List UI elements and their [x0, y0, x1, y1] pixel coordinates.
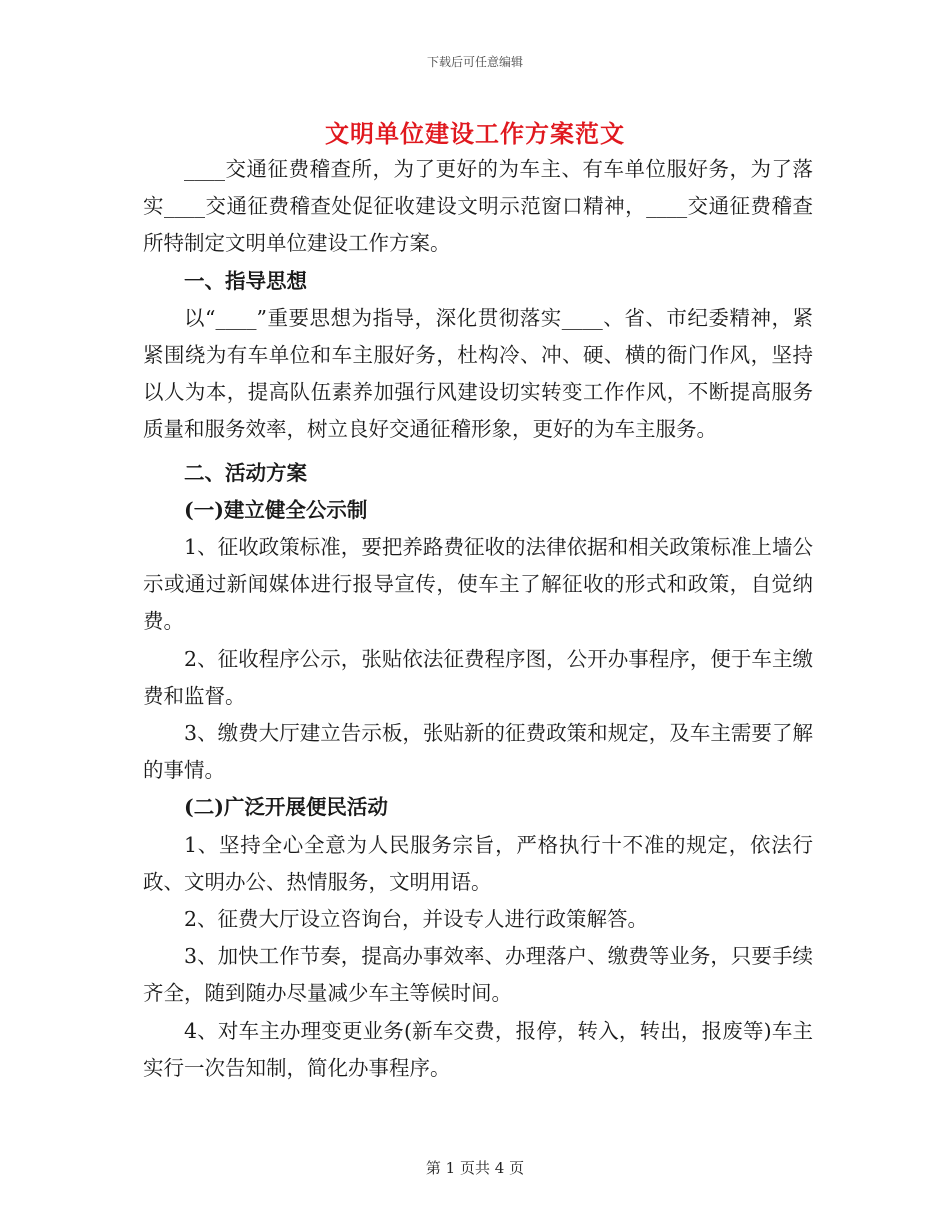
document-title: 文明单位建设工作方案范文 [325, 119, 625, 148]
list-item: 3、缴费大厅建立告示板，张贴新的征费政策和规定，及车主需要了解的事情。 [143, 721, 813, 783]
list-item: 2、征费大厅设立咨询台，并设专人进行政策解答。 [184, 907, 649, 932]
page-footer-number: 第 1 页共 4 页 [425, 1159, 525, 1177]
list-item: 2、征收程序公示，张贴依法征费程序图，公开办事程序，便于车主缴费和监督。 [143, 646, 813, 708]
subsection-heading-publicity-system: (一)建立健全公示制 [184, 497, 368, 522]
list-item: 1、征收政策标准，要把养路费征收的法律依据和相关政策标准上墙公示或通过新闻媒体进行报导宣传，使车主了解征收的形式和政策，自觉纳费。 [143, 535, 813, 634]
document-body [143, 151, 813, 1087]
list-item: 1、坚持全心全意为人民服务宗旨，严格执行十不准的规定，依法行政、文明办公、热情服务，文明用语。 [143, 832, 813, 894]
subsection-heading-convenience-activities: (二)广泛开展便民活动 [184, 795, 388, 820]
intro-paragraph: ____交通征费稽查所，为了更好的为车主、有车单位服好务，为了落实____交通征费稽查处促征收建设文明示范窗口精神，____交通征费稽查所特制定文明单位建设工作方案。 [143, 157, 813, 256]
page-header-note: 下载后可任意编辑 [426, 55, 523, 69]
list-item: 4、对车主办理变更业务(新车交费，报停，转入，转出，报废等)车主实行一次告知制，简化办事程序。 [143, 1018, 813, 1080]
section-heading-activity-plan: 二、活动方案 [184, 460, 307, 485]
list-item: 3、加快工作节奏，提高办事效率、办理落户、缴费等业务，只要手续齐全，随到随办尽量减少车主等候时间。 [143, 944, 813, 1006]
guiding-ideology-paragraph: 以“____”重要思想为指导，深化贯彻落实____、省、市纪委精神，紧紧围绕为有车单位和车主服好务，杜构冷、冲、硬、横的衙门作风，坚持以人为本，提高队伍素养加强行风建设切实转变工作作风，不断提高服务质量和服务效率，树立良好交通征稽形象，更好的为车主服务。 [143, 305, 813, 442]
section-heading-guiding-ideology: 一、指导思想 [184, 268, 307, 293]
